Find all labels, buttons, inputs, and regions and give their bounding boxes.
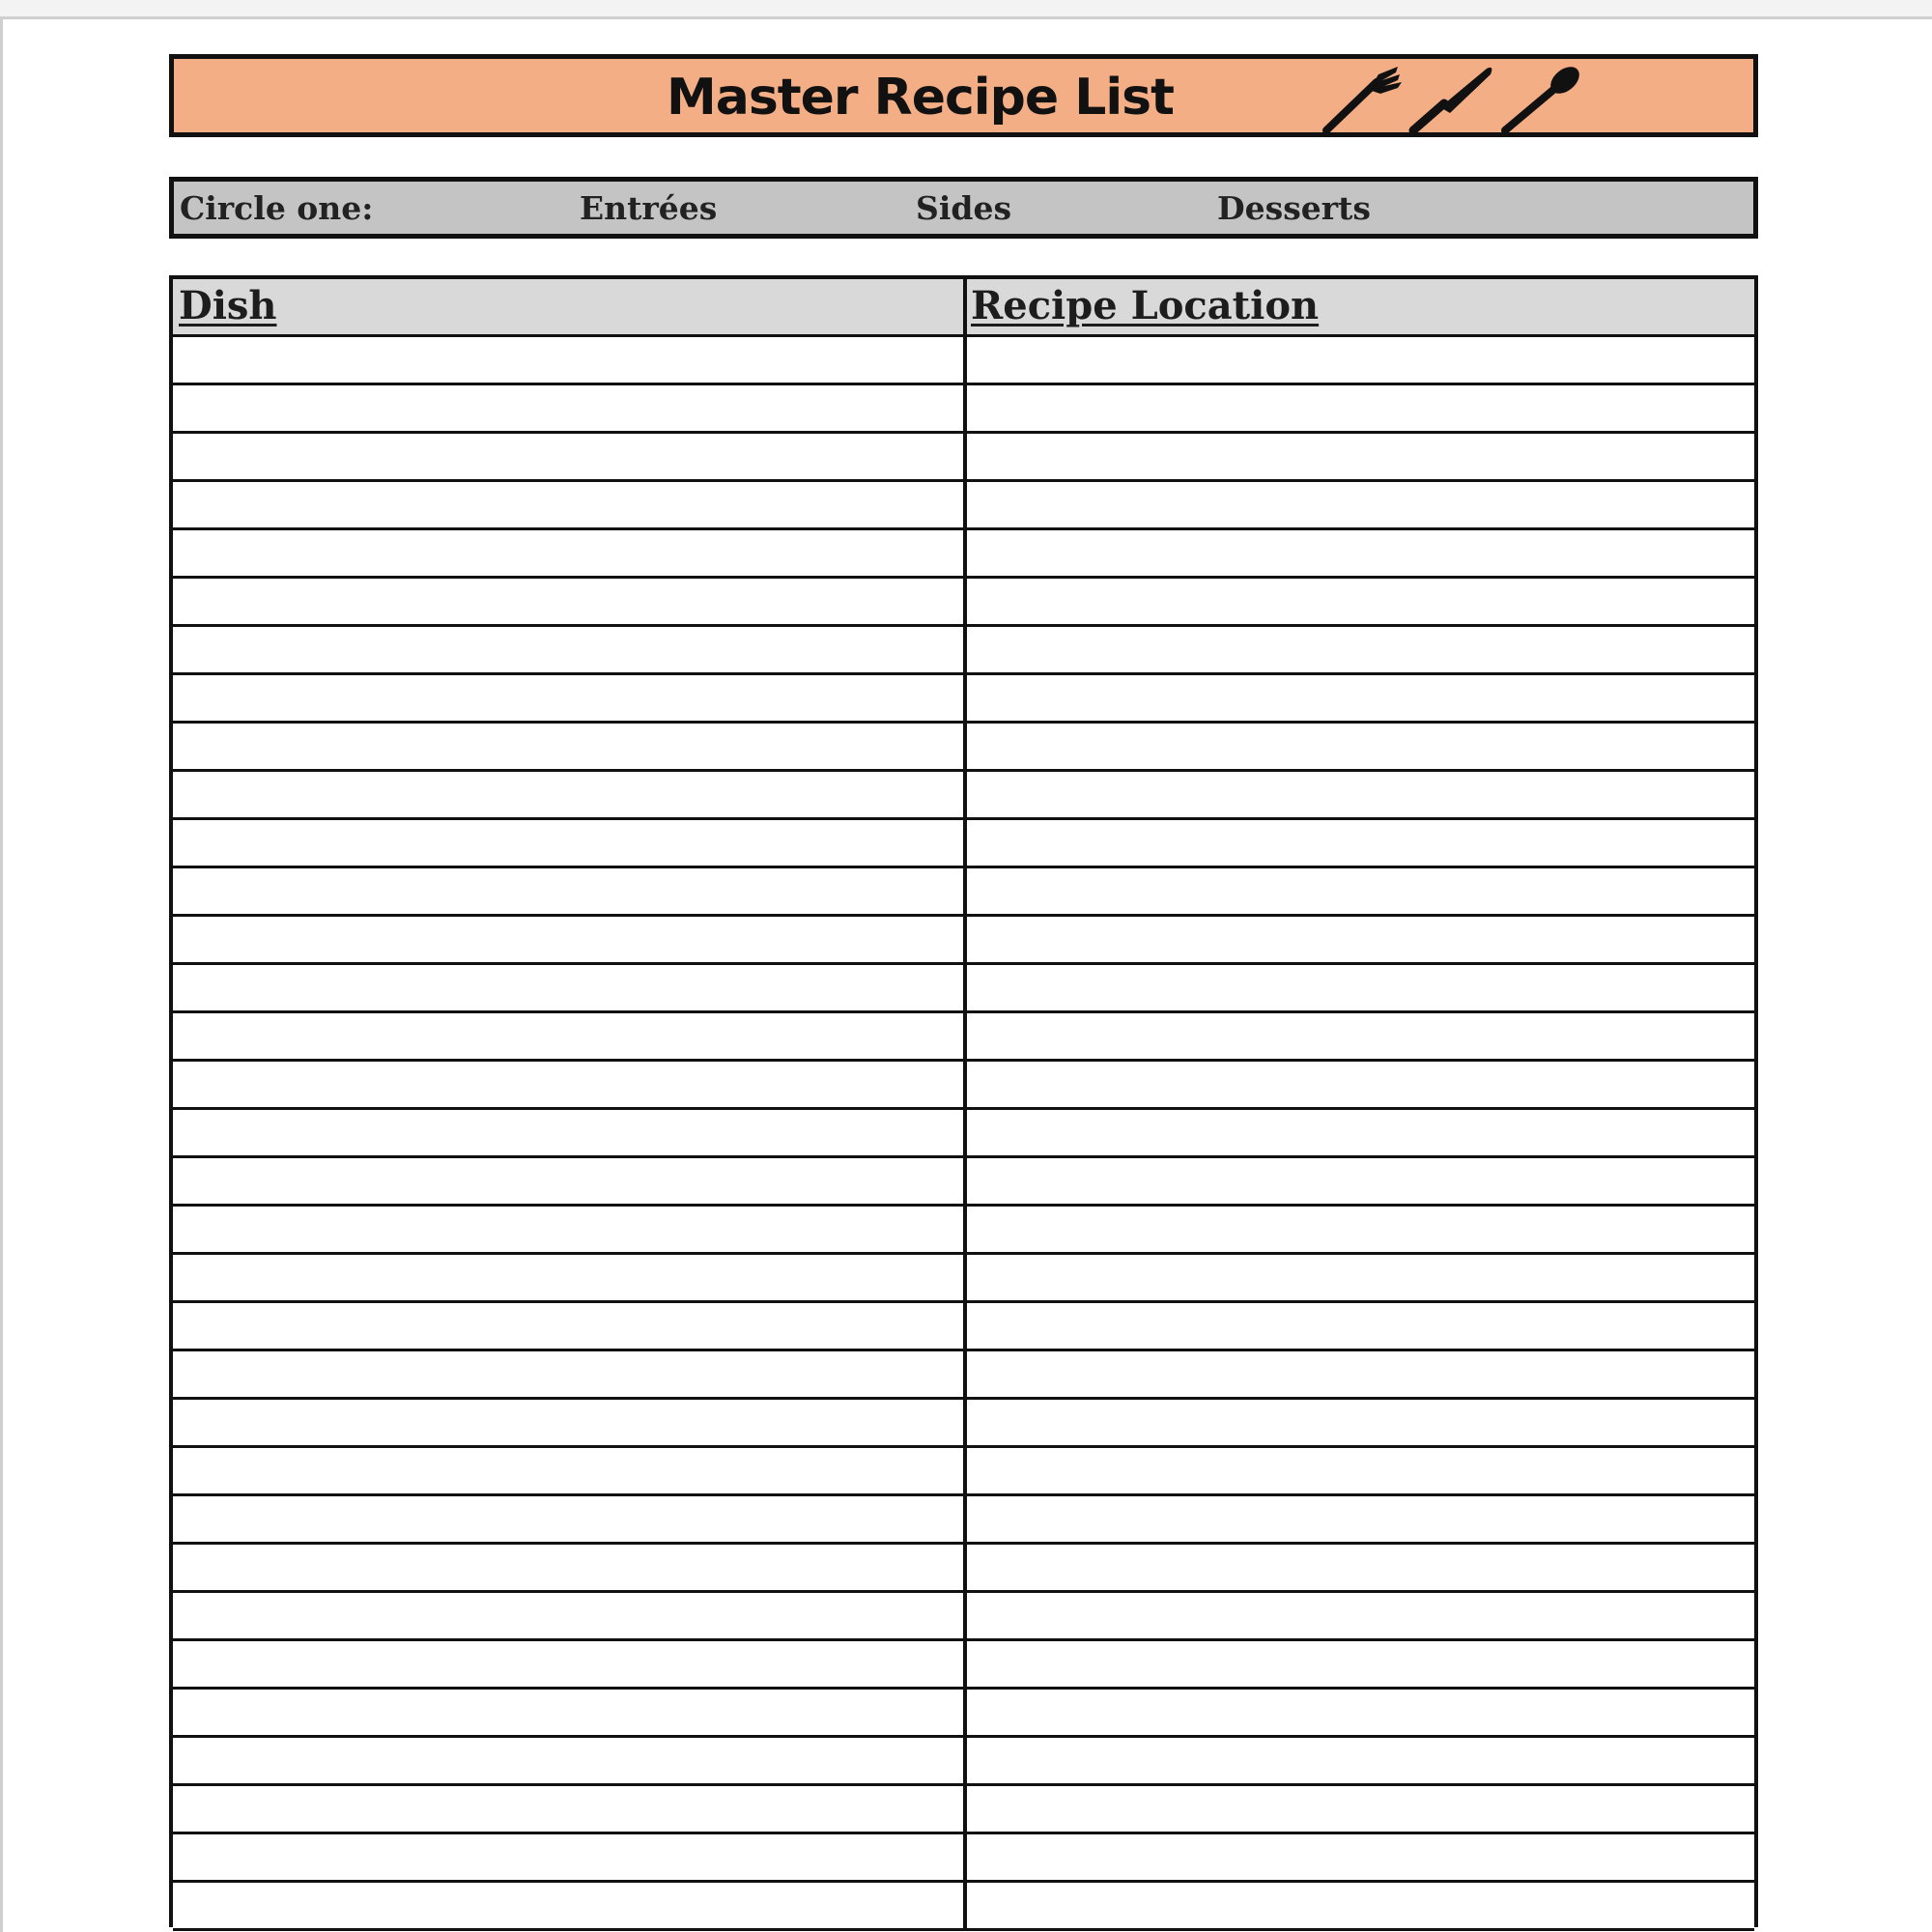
table-row bbox=[173, 1638, 1754, 1641]
table-row bbox=[173, 1687, 1754, 1690]
table-row bbox=[173, 817, 1754, 820]
table-row bbox=[173, 672, 1754, 675]
table-row bbox=[173, 576, 1754, 579]
table-row bbox=[173, 527, 1754, 530]
fork-icon bbox=[1319, 61, 1406, 138]
table-row bbox=[173, 1155, 1754, 1158]
page-title: Master Recipe List bbox=[667, 69, 1174, 127]
table-row bbox=[173, 431, 1754, 434]
table-row bbox=[173, 1928, 1754, 1931]
table-row bbox=[173, 479, 1754, 482]
header-recipe-location: Recipe Location bbox=[971, 283, 1320, 328]
table-row bbox=[173, 624, 1754, 627]
table-row bbox=[173, 914, 1754, 917]
table-row bbox=[173, 769, 1754, 772]
table-row bbox=[173, 721, 1754, 724]
category-bar bbox=[169, 177, 1758, 239]
title-banner bbox=[169, 54, 1758, 137]
option-sides: Sides bbox=[916, 189, 1012, 227]
recipe-table bbox=[169, 275, 1758, 1927]
table-row bbox=[173, 866, 1754, 868]
table-row bbox=[173, 1252, 1754, 1255]
table-row bbox=[173, 1832, 1754, 1834]
table-row bbox=[173, 1300, 1754, 1303]
option-entrees: Entrées bbox=[580, 189, 718, 227]
table-row bbox=[173, 1445, 1754, 1448]
table-row bbox=[173, 1493, 1754, 1496]
table-row bbox=[173, 1783, 1754, 1786]
spoon-icon bbox=[1497, 61, 1594, 138]
table-row bbox=[173, 1880, 1754, 1883]
page-left-edge bbox=[0, 16, 3, 1932]
table-row bbox=[173, 1397, 1754, 1400]
table-row bbox=[173, 962, 1754, 965]
table-row bbox=[173, 1735, 1754, 1738]
viewer-top-strip bbox=[0, 0, 1932, 19]
table-row bbox=[173, 383, 1754, 385]
table-row bbox=[173, 1010, 1754, 1013]
table-row bbox=[173, 1542, 1754, 1545]
table-row bbox=[173, 1590, 1754, 1593]
table-row bbox=[173, 1059, 1754, 1062]
circle-one-label: Circle one: bbox=[180, 189, 374, 227]
header-dish: Dish bbox=[179, 283, 277, 328]
table-row bbox=[173, 1107, 1754, 1110]
knife-icon bbox=[1406, 61, 1502, 138]
table-row bbox=[173, 1349, 1754, 1351]
option-desserts: Desserts bbox=[1217, 189, 1371, 227]
table-row bbox=[173, 334, 1754, 337]
table-row bbox=[173, 1204, 1754, 1207]
